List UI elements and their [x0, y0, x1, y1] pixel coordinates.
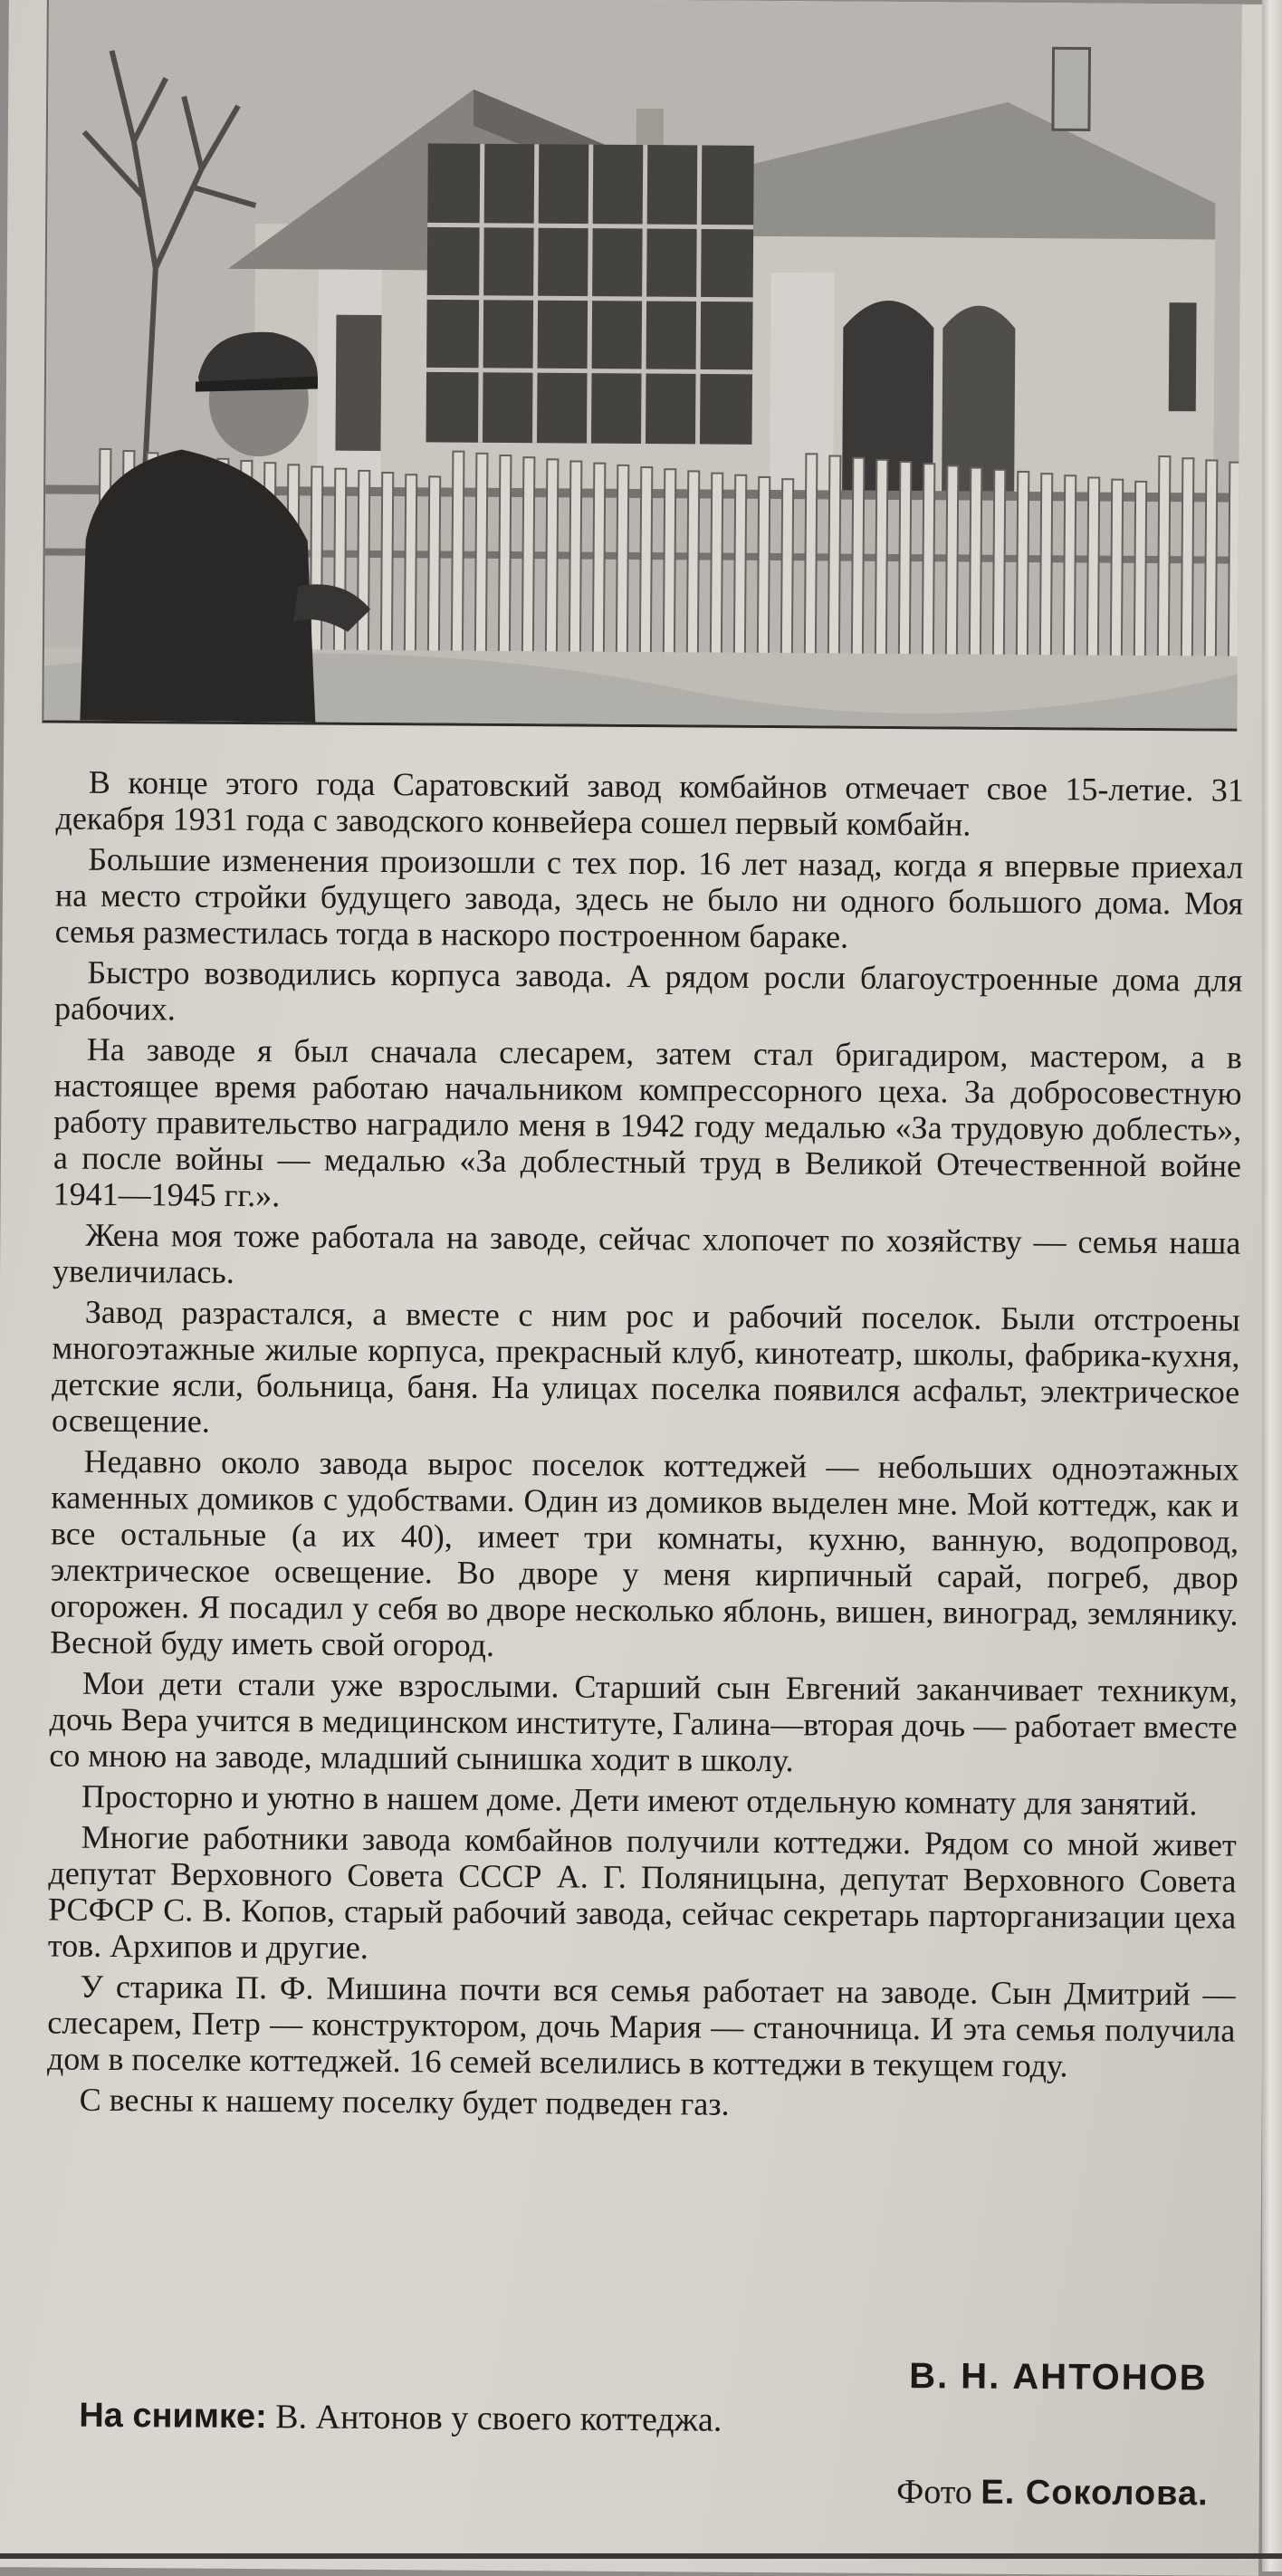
photo-credit: [896, 2472, 1209, 2514]
article-paragraph: С весны к нашему поселку будет подведен газ.: [79, 2081, 730, 2122]
article-paragraph: У старика П. Ф. Мишина почти вся семья работает на заводе. Сын Дмитрий — слесарем, Петр — конструктором, дочь Мария — станочница. И эта семья получила дом в поселке коттеджей. 16 семей вселились в коттеджи в текущем году.: [46, 1968, 1236, 2084]
credit-prefix: Фото: [896, 2473, 981, 2512]
caption-lead: На снимке:: [79, 2396, 267, 2437]
article-paragraph: Мои дети стали уже взрослыми. Старший сын Евгений заканчивает техникум, дочь Вера учится в медицинском институте, Галина—вторая дочь — работает вместе со мною на заводе, младший сынишка ходит в школу.: [49, 1664, 1239, 1779]
article-paragraph: Жена моя тоже работала на заводе, сейчас хлопочет по хозяйству — семья наша увеличилась.: [52, 1216, 1241, 1290]
photo-illustration: [43, 0, 1242, 729]
caption-text: В. Антонов у своего коттеджа.: [266, 2398, 722, 2439]
article-paragraph: В конце этого года Саратовский завод комбайнов отмечает свое 15-летие. 31 декабря 1931 года с заводского конвейера сошел первый комбайн.: [55, 763, 1244, 843]
article-paragraph: Завод разрастался, а вместе с ним рос и рабочий поселок. Были отстроены многоэтажные жилые корпуса, прекрасный клуб, кинотеатр, школы, фабрика-кухня, детские ясли, больница, баня. На улицах поселка появился асфальт, электрическое освещение.: [51, 1293, 1240, 1440]
article-paragraph: Просторно и уютно в нашем доме. Дети имеют отдельную комнату для занятий.: [81, 1777, 1198, 1823]
article-paragraph: Большие изменения произошли с тех пор. 16 лет назад, когда я впервые приехал на место стройки будущего завода, здесь не было ни одного большого дома. Моя семья разместилась тогда в наскоро построенном бараке.: [54, 840, 1244, 955]
credit-name: Е. Соколова.: [981, 2473, 1209, 2514]
article-paragraph: Многие работники завода комбайнов получили коттеджи. Рядом со мной живет депутат Верховного Совета СССР А. Г. Поляницына, депутат Верховного Совета РСФСР С. В. Копов, старый рабочий завода, сейчас секретарь парторганизации цеха тов. Архипов и другие.: [47, 1818, 1237, 1966]
photo-caption: [79, 2396, 722, 2440]
page-edge: [1262, 0, 1282, 2571]
article-paragraph: Быстро возводились корпуса завода. А рядом росли благоустроенные дома для рабочих.: [53, 953, 1243, 1028]
author-signature: В. Н. АНТОНОВ: [909, 2356, 1208, 2399]
cottage-photo: [42, 0, 1242, 732]
article-paragraph: На заводе я был сначала слесарем, затем стал бригадиром, мастером, а в настоящее время работаю начальником компрессорного цеха. За добросовестную работу правительство наградило меня в 1942 году медалью «За трудовую доблесть», а после войны — медалью «За доблестный труд в Великой Отечественной войне 1941—1945 гг.».: [53, 1030, 1242, 1214]
article-paragraph: Недавно около завода вырос поселок коттеджей — небольших одноэтажных каменных домиков с удобствами. Один из домиков выделен мне. Мой коттедж, как и все остальные (а их 40), имеет три комнаты, кухню, ванную, водопровод, электрическое освещение. Во дворе у меня кирпичный сарай, погреб, двор огорожен. Я посадил у себя во дворе несколько яблонь, вишен, виноград, землянику. Весной буду иметь свой огород.: [50, 1442, 1239, 1663]
article-body: [47, 764, 1244, 2131]
bottom-rule: [0, 2553, 1282, 2559]
